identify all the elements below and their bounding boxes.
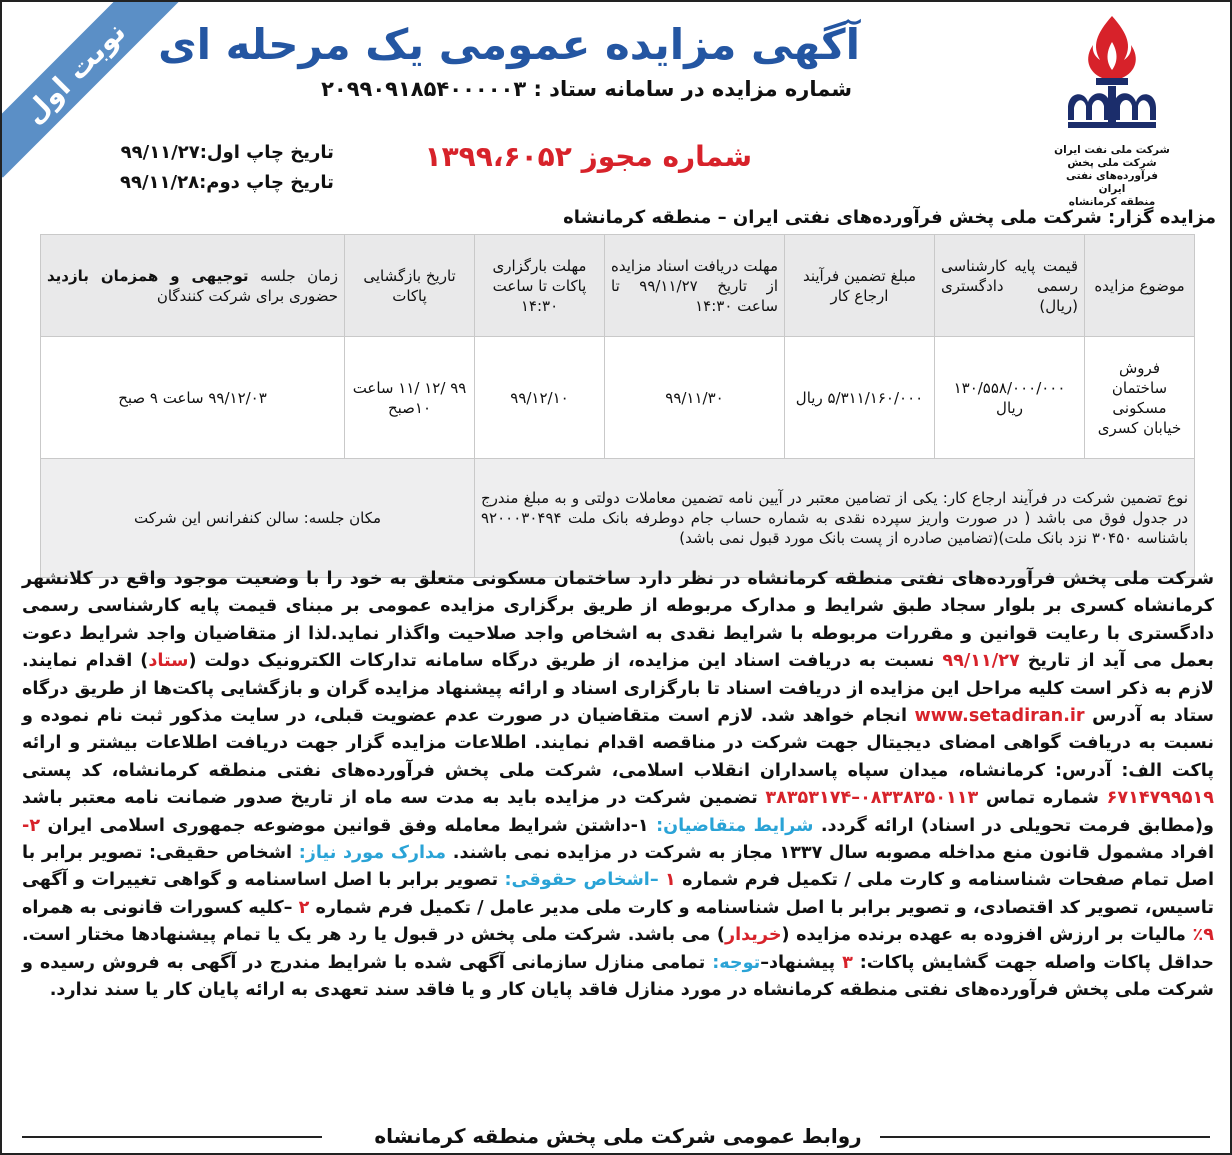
meeting-header-part1: زمان جلسه xyxy=(248,266,339,285)
body-text xyxy=(22,566,1214,1005)
footer-signature: روابط عمومی شرکت ملی پخش منطقه کرمانشاه xyxy=(374,1124,862,1148)
body-seg-8: افراد مشمول قانون منع مداخله مصوبه سال ۱۳۳۷ مجاز به شرکت در مزایده نمی باشند. xyxy=(446,843,1214,864)
guarantee-type: نوع تضمین شرکت در فرآیند ارجاع کار: یکی از تضامین معتبر در آیین نامه تضمین معاملات دولتی و به مبلغ مندرج در جدول فوق می باشد ( در صورت واریز سپرده نقدی به شماره حساب جام دوطرفه بانک ملت ۹۲۰۰۰۳۰۴۹۴ باشناسه ۳۰۴۵۰ نزد بانک ملت)(تضامین صادره از پست بانک مورد قبول نمی باشد) xyxy=(475,459,1195,578)
body-item-two: ۲- xyxy=(22,815,41,836)
body-seg-13: مالیات بر ارزش افزوده به عهده برنده مزایده ( xyxy=(781,925,1193,946)
nioc-flame-logo-icon xyxy=(1058,12,1166,142)
body-form-two: ۲ xyxy=(298,897,310,918)
cell-opening-date: ۹۹ /۱۲ /۱۱ ساعت ۱۰صبح xyxy=(345,337,475,459)
body-note-label: توجه: xyxy=(712,952,761,973)
print-dates xyxy=(120,138,334,198)
body-seg-14: ) می باشد. شرکت ملی پخش در قبول یا رد هر یک یا تمام پیشنهادها مختار است. حداقل پاکات واصله جهت گشایش پاکات: xyxy=(22,925,1214,973)
header-base-price: قیمت پایه کارشناسی رسمی دادگستری (ریال) xyxy=(935,235,1085,337)
permit-number: شماره مجوز ۱۳۹۹،۶۰۵۲ xyxy=(424,140,752,173)
meeting-header-bold: توجیهی و همزمان بازدید xyxy=(47,266,249,285)
body-seg-11: تصویر برابر با اصل اساسنامه و گواهی تغییرات و آگهی تاسیس، تصویر کد اقتصادی، و تصویر برابر با اصل شناسنامه و کارت ملی مدیر عامل / تکمیل فرم شماره xyxy=(22,870,1214,918)
body-seg-15: پیشنهاد– xyxy=(760,952,843,973)
body-seg-6: تضمین شرکت در مزایده باید به مدت سه ماه از تاریخ صدور ضمانت نامه معتبر باشد و(مطابق فرمت تحویلی در اسناد) ارائه گردد. xyxy=(22,788,1214,836)
table-row xyxy=(41,337,1195,459)
body-seg-12: –کلیه کسورات قانونی به همراه xyxy=(22,897,299,918)
body-conditions-label: شرایط متقاضیان: xyxy=(656,815,814,836)
body-seg-9: اشخاص حقیقی: تصویر برابر با اصل تمام صفحات شناسنامه و کارت ملی / تکمیل فرم شماره xyxy=(22,843,1214,891)
page-title: آگهی مزایده عمومی یک مرحله ای xyxy=(158,20,860,69)
table-header-row xyxy=(41,235,1195,337)
body-vat-percent: ۹٪ xyxy=(1192,925,1214,946)
ribbon-label: نوبت اول xyxy=(2,2,180,178)
cell-base-price: ۱۳۰/۵۵۸/۰۰۰/۰۰۰ ریال xyxy=(935,337,1085,459)
body-postal-code: ۶۷۱۴۷۹۹۵۱۹ xyxy=(1106,788,1214,809)
cell-document-deadline: ۹۹/۱۱/۳۰ xyxy=(605,337,785,459)
header-meeting-time xyxy=(41,235,345,337)
logo-caption-2: شرکت ملی پخش فرآورده‌های نفتی ایران xyxy=(1065,157,1159,195)
setad-link[interactable]: www.setadiran.ir xyxy=(914,706,1085,727)
body-seg-16: تمامی منازل سازمانی آگهی شده با شرایط مندرج در آگهی به فروش رسیده و شرکت ملی پخش فرآورده‌های نفتی منطقه کرمانشاه در مورد منازل فاقد پایان کار و یا فاقد سند تعهدی به ارائه پایان کار یا سند ندارد. xyxy=(22,952,1214,1001)
body-seg-7: ۱-داشتن شرایط معامله وفق قوانین موضوعه جمهوری اسلامی ایران xyxy=(40,815,657,836)
table-footer-row xyxy=(41,459,1195,578)
body-seg-4: انجام خواهد شد. لازم است متقاضیان در صورت عدم عضویت قبلی، در سایت مذکور ثبت نام نموده و نسبت به دریافت گواهی امضای دیجیتال جهت شرکت در مناقصه اقدام نمایند. اطلاعات مزایده گزار جهت دریافت اطلاعات بیشتر و ارائه پاکت الف: آدرس: کرمانشاه، میدان سپاه پاسداران انقلاب اسلامی، شرکت ملی پخش فرآورده‌های نفتی منطقه کرمانشاه، کد پستی xyxy=(22,706,1214,781)
company-logo xyxy=(1052,12,1172,209)
body-form-one: ۱ xyxy=(665,870,676,891)
body-setad: ستاد xyxy=(148,651,189,672)
body-buyer: خریدار xyxy=(724,925,782,946)
header-subject: موضوع مزایده xyxy=(1085,235,1195,337)
cell-subject: فروش ساختمان مسکونی خیابان کسری xyxy=(1085,337,1195,459)
body-legal-label: –اشخاص حقوقی: xyxy=(504,870,659,891)
auction-table xyxy=(40,234,1195,578)
body-seg-2: نسبت به دریافت اسناد این مزایده، از طریق درگاه سامانه تدارکات الکترونیک دولت ( xyxy=(188,651,943,672)
cell-meeting-time: ۹۹/۱۲/۰۳ ساعت ۹ صبح xyxy=(41,337,345,459)
header-document-deadline: مهلت دریافت اسناد مزایده از تاریخ ۹۹/۱۱/۲۷ تا ساعت ۱۴:۳۰ xyxy=(605,235,785,337)
print-date-first: تاریخ چاپ اول:۹۹/۱۱/۲۷ xyxy=(120,142,334,163)
body-docs-label: مدارک مورد نیاز: xyxy=(298,843,447,864)
body-seg-1: شرکت ملی پخش فرآورده‌های نفتی منطقه کرمانشاه در نظر دارد ساختمان مسکونی متعلق به خود را با وضعیت موجود واقع در کلانشهر کرمانشاه کسری بر بلوار سجاد طبق شرایط و مدارک مربوطه از طریق برگزاری مزایده عمومی بر مبنای قیمت پایه کارشناسی رسمی دادگستری با رعایت قوانین و مقررات مربوطه با شرایط نقدی به اشخاص واجد صلاحیت واگذار نماید.لذا از متقاضیان واجد شرایط دعوت بعمل می آید از تاریخ xyxy=(22,569,1214,672)
meeting-place: مکان جلسه: سالن کنفرانس این شرکت xyxy=(41,459,475,578)
print-date-second: تاریخ چاپ دوم:۹۹/۱۱/۲۸ xyxy=(120,172,334,193)
logo-caption-3: منطقه کرمانشاه xyxy=(1068,196,1156,208)
body-seg-3: ) اقدام نمایند. لازم به ذکر است کلیه مراحل این مزایده از دریافت اسناد تا بارگزاری اسناد و ارائه پیشنهاد مزایده گران و بازگشایی پاکت‌ها از طریق درگاه ستاد به آدرس xyxy=(22,651,1214,727)
header-opening-date: تاریخ بازگشایی پاکات xyxy=(345,235,475,337)
body-min-bids: ۳ xyxy=(842,952,853,973)
organizer-line: مزایده گزار: شرکت ملی پخش فرآورده‌های نفتی ایران – منطقه کرمانشاه xyxy=(563,207,1216,228)
header-upload-deadline: مهلت بارگزاری پاکات تا ساعت ۱۴:۳۰ xyxy=(475,235,605,337)
body-seg-5: شماره تماس xyxy=(978,788,1107,809)
cell-guarantee-amount: ۵/۳۱۱/۱۶۰/۰۰۰ ریال xyxy=(785,337,935,459)
header-guarantee-amount: مبلغ تضمین فرآیند ارجاع کار xyxy=(785,235,935,337)
body-date: ۹۹/۱۱/۲۷ xyxy=(942,651,1020,672)
auction-number: شماره مزایده در سامانه ستاد : ۲۰۹۹۰۹۱۸۵۴۰۰۰۰۰۳ xyxy=(321,77,852,101)
body-phone: ۰۸۳۳۸۳۵۰۱۱۳–۳۸۳۵۳۱۷۴ xyxy=(765,788,979,809)
cell-upload-deadline: ۹۹/۱۲/۱۰ xyxy=(475,337,605,459)
logo-caption-1: شرکت ملی نفت ایران xyxy=(1054,144,1170,156)
meeting-header-part2: حضوری برای شرکت کنندگان xyxy=(156,286,338,305)
